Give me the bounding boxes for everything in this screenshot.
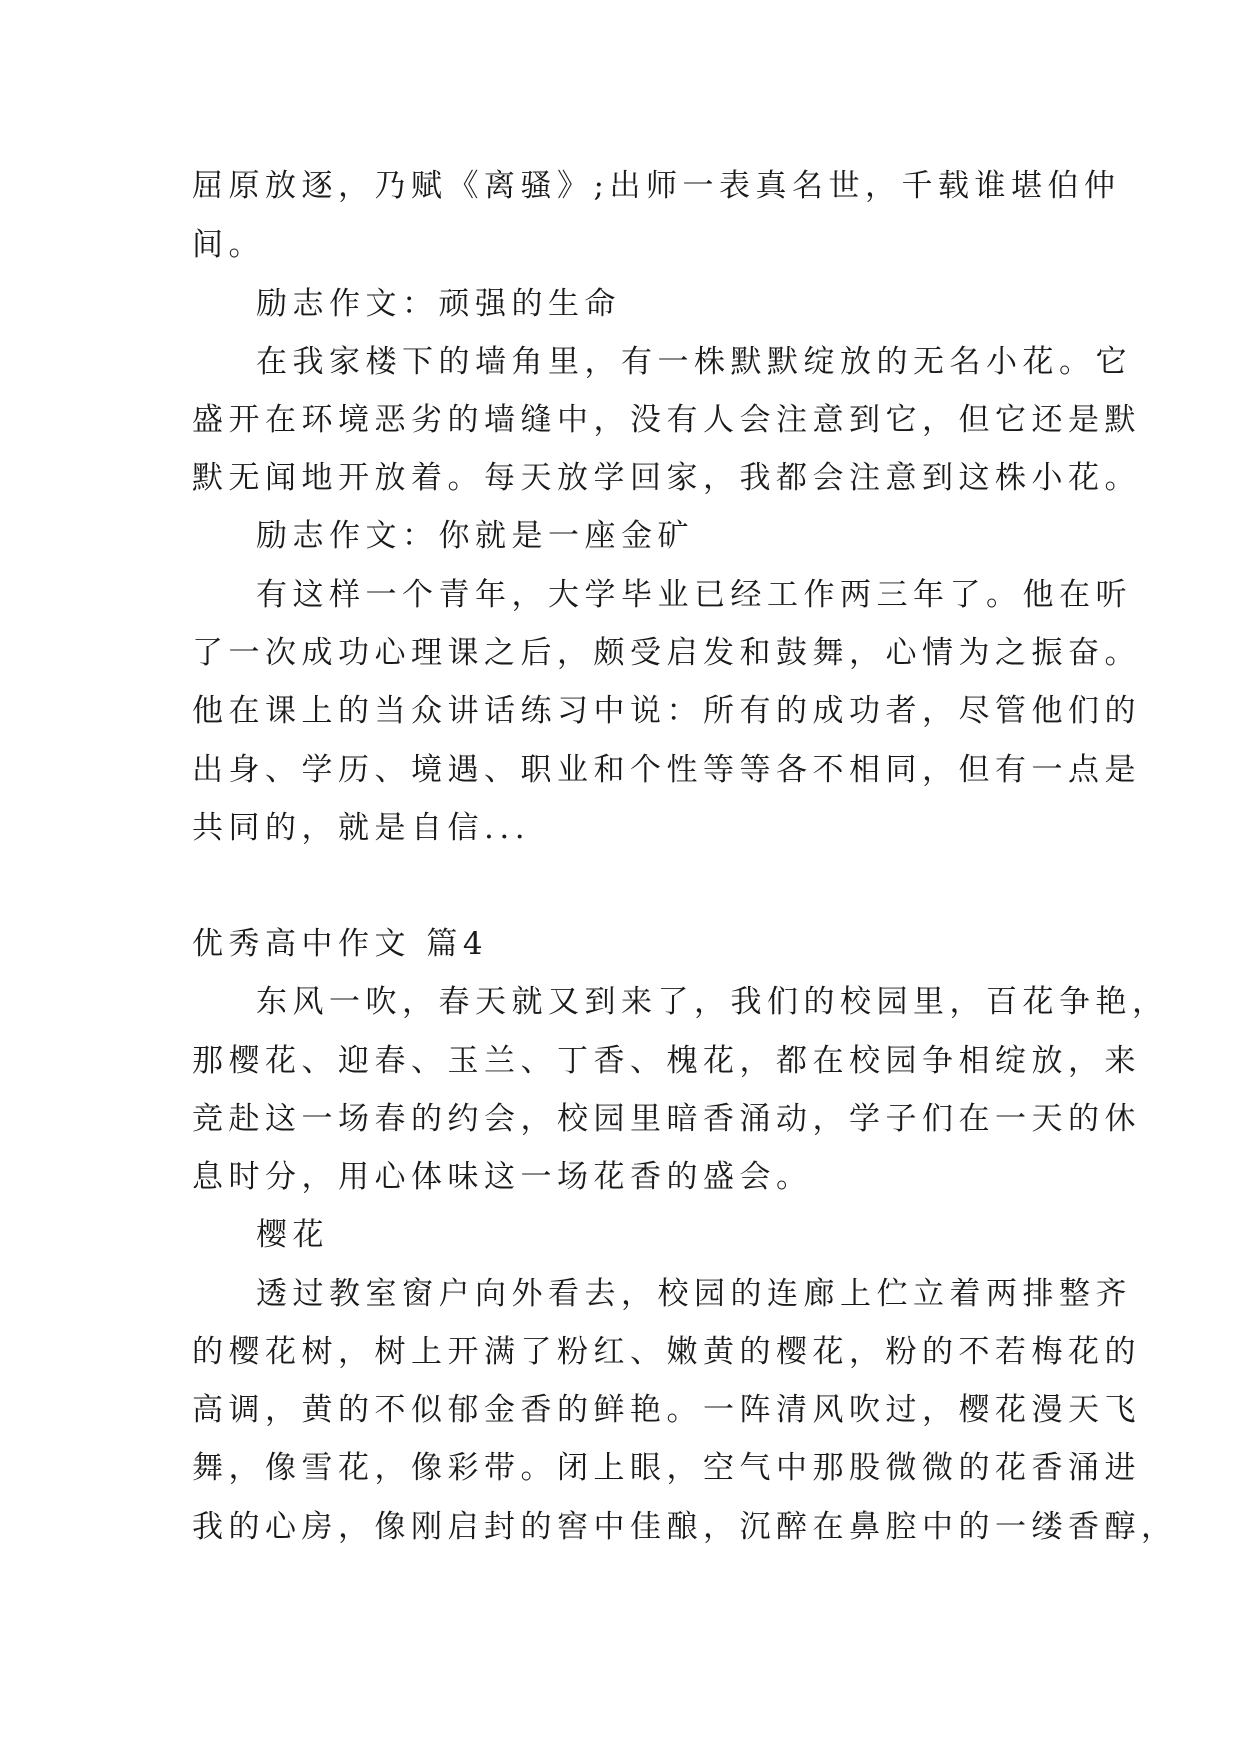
- section-heading: 励志作文：你就是一座金矿: [256, 518, 694, 554]
- section-heading: 励志作文：顽强的生命: [256, 286, 621, 322]
- paragraph-line: 那樱花、迎春、玉兰、丁香、槐花，都在校园争相绽放，来: [192, 1043, 1141, 1079]
- paragraph-line: 东风一吹，春天就又到来了，我们的校园里，百花争艳，: [256, 984, 1169, 1020]
- paragraph-line: 竞赴这一场春的约会，校园里暗香涌动，学子们在一天的休: [192, 1101, 1141, 1137]
- paragraph-line: 息时分，用心体味这一场花香的盛会。: [192, 1159, 813, 1195]
- paragraph-line: 有这样一个青年，大学毕业已经工作两三年了。他在听: [256, 577, 1132, 613]
- paragraph-line: 的樱花树，树上开满了粉红、嫩黄的樱花，粉的不若梅花的: [192, 1334, 1141, 1370]
- paragraph-line: 盛开在环境恶劣的墙缝中，没有人会注意到它，但它还是默: [192, 402, 1141, 438]
- paragraph-line: 在我家楼下的墙角里，有一株默默绽放的无名小花。它: [256, 344, 1132, 380]
- paragraph-line: 间。: [192, 227, 265, 263]
- paragraph-line: 默无闻地开放着。每天放学回家，我都会注意到这株小花。: [192, 460, 1141, 496]
- paragraph-line: 共同的，就是自信...: [192, 810, 531, 846]
- paragraph-line: 我的心房，像刚启封的窖中佳酿，沉醉在鼻腔中的一缕香醇，: [192, 1509, 1178, 1545]
- paragraph-line: 高调，黄的不似郁金香的鲜艳。一阵清风吹过，樱花漫天飞: [192, 1392, 1141, 1428]
- section-heading: 樱花: [256, 1217, 329, 1253]
- chapter-title: 优秀高中作文 篇4: [192, 926, 489, 962]
- paragraph-line: 出身、学历、境遇、职业和个性等等各不相同，但有一点是: [192, 752, 1141, 788]
- paragraph-line: 他在课上的当众讲话练习中说：所有的成功者，尽管他们的: [192, 693, 1141, 729]
- paragraph-line: 舞，像雪花，像彩带。闭上眼，空气中那股微微的花香涌进: [192, 1450, 1141, 1486]
- paragraph-line: 透过教室窗户向外看去，校园的连廊上伫立着两排整齐: [256, 1276, 1132, 1312]
- paragraph-line: 了一次成功心理课之后，颇受启发和鼓舞，心情为之振奋。: [192, 635, 1141, 671]
- paragraph-line: 屈原放逐，乃赋《离骚》;出师一表真名世，千载谁堪伯仲: [192, 168, 1121, 204]
